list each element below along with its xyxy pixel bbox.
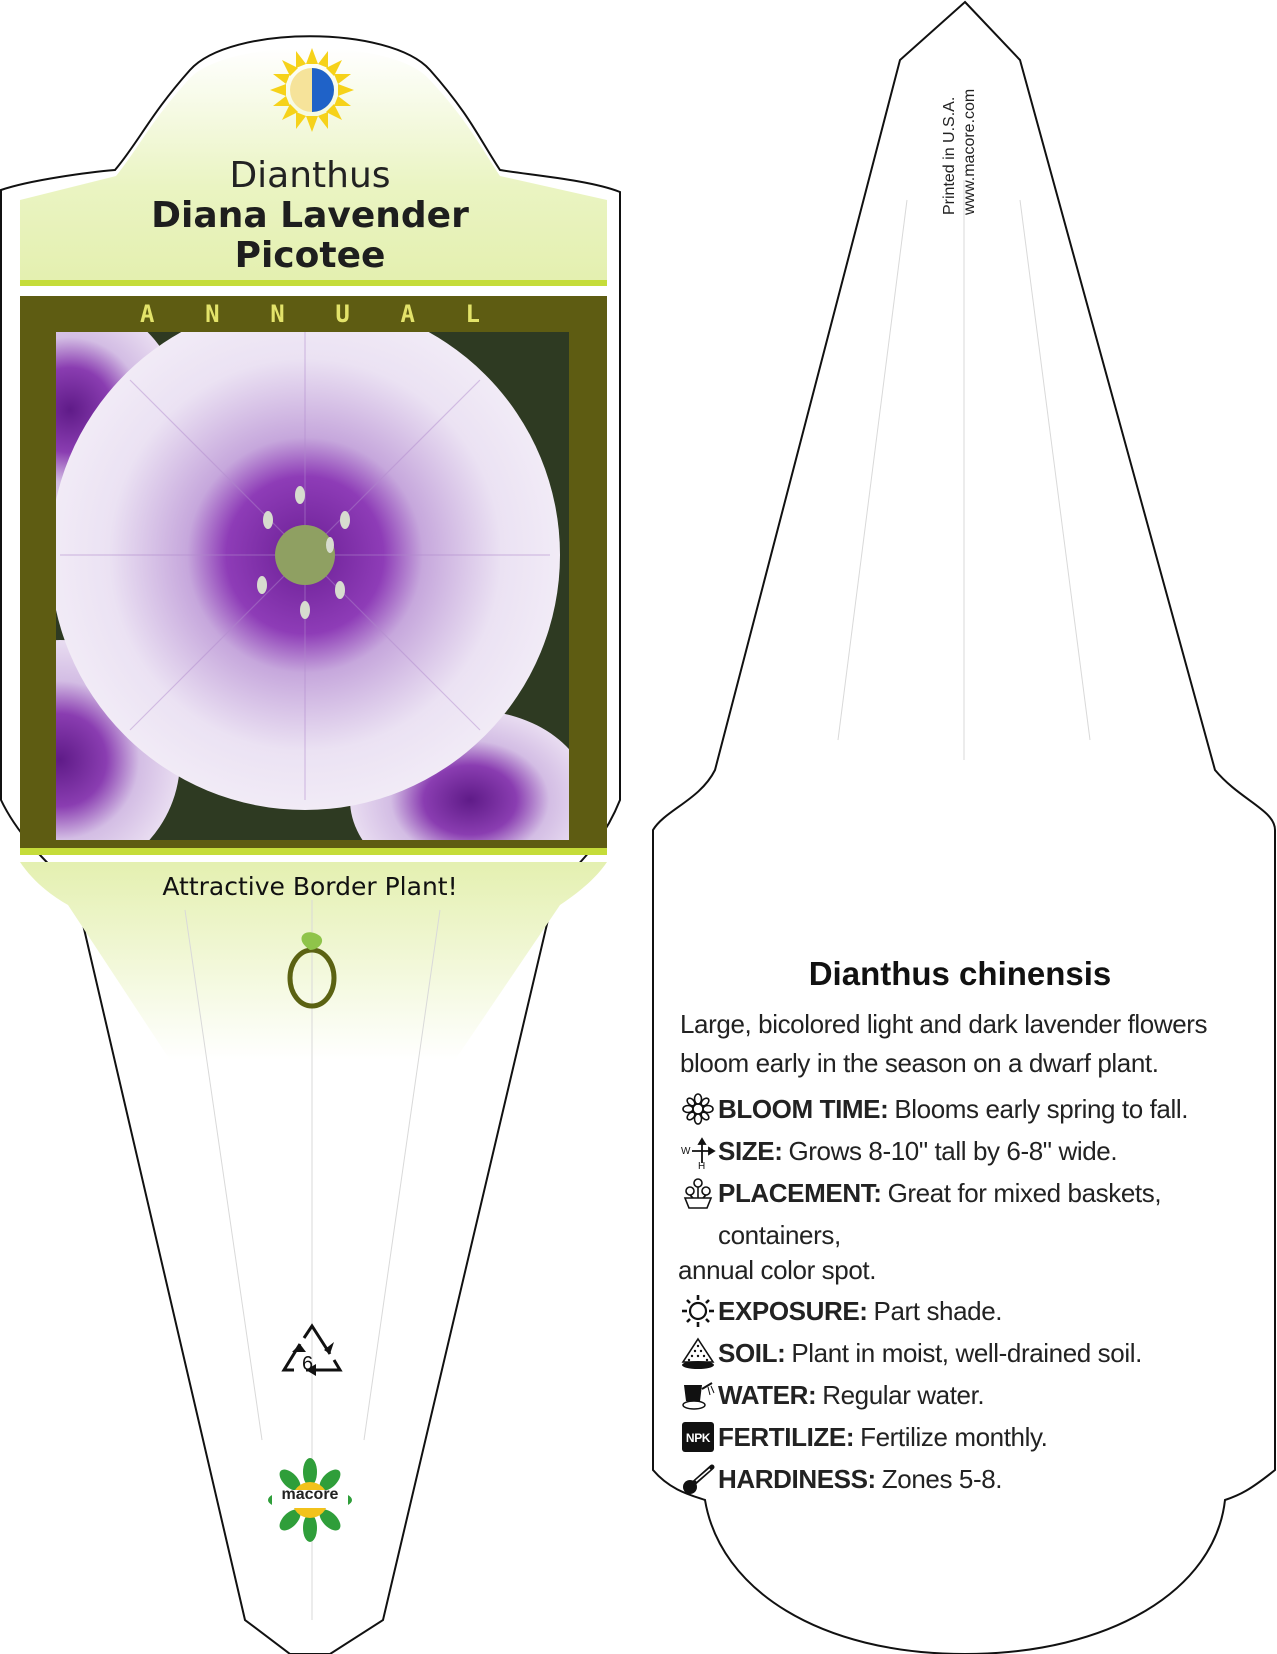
category-letter: A: [400, 300, 415, 328]
sun-outline-icon: [678, 1290, 718, 1332]
plant-genus: Dianthus: [229, 155, 391, 196]
printed-line-2: www.macore.com: [961, 88, 978, 215]
hardiness-row: [678, 1458, 1268, 1500]
care-info-list: [678, 1088, 1268, 1500]
attr-value: Plant in moist, well-drained soil.: [791, 1338, 1142, 1368]
variety-line-2: Picotee: [234, 235, 386, 276]
attr-label: SIZE:: [718, 1136, 783, 1166]
variety-line-1: Diana Lavender: [151, 195, 469, 236]
attr-value: Fertilize monthly.: [860, 1422, 1048, 1452]
watering-can-icon: [678, 1374, 718, 1416]
attr-value: Grows 8-10" tall by 6-8" wide.: [788, 1136, 1118, 1166]
placement-row: [678, 1172, 1268, 1256]
brand-name: macore: [281, 1486, 339, 1503]
plant-description: Large, bicolored light and dark lavender flowers bloom early in the season on a dwarf plant.: [680, 1009, 1208, 1078]
recycle-code: 6: [302, 1353, 314, 1375]
exposure-row: [678, 1290, 1268, 1332]
thermometer-icon: [678, 1458, 718, 1500]
category-letter: L: [465, 300, 480, 328]
fertilize-row: [678, 1416, 1268, 1458]
plant-variety: [60, 196, 560, 276]
attr-label: SOIL:: [718, 1338, 786, 1368]
flower-icon: [678, 1088, 718, 1130]
attr-label: BLOOM TIME:: [718, 1094, 889, 1124]
size-row: [678, 1130, 1268, 1172]
flower-photo: [0, 300, 590, 890]
attr-value: Part shade.: [873, 1296, 1003, 1326]
sun-partial-icon: [270, 48, 354, 132]
size-h-label: H: [698, 1161, 705, 1169]
npk-label: NPK: [685, 1431, 711, 1445]
attr-value: Regular water.: [822, 1380, 985, 1410]
attr-value: Blooms early spring to fall.: [894, 1094, 1189, 1124]
attr-label: PLACEMENT:: [718, 1178, 882, 1208]
bloom-time-row: [678, 1088, 1268, 1130]
soil-icon: [678, 1332, 718, 1374]
placement-continuation: annual color spot.: [678, 1255, 877, 1285]
npk-icon: [678, 1416, 718, 1458]
attr-label: WATER:: [718, 1380, 817, 1410]
tagline: Attractive Border Plant!: [162, 872, 458, 901]
size-w-label: W: [681, 1146, 691, 1157]
printed-line-1: Printed in U.S.A.: [941, 96, 958, 215]
category-label: [140, 300, 480, 328]
printed-info: [940, 50, 1000, 215]
category-letter: N: [205, 300, 220, 328]
attr-value: Zones 5-8.: [881, 1464, 1003, 1494]
attr-value: Great for mixed baskets, containers,: [718, 1178, 1162, 1250]
size-arrows-icon: [678, 1130, 718, 1172]
attr-label: FERTILIZE:: [718, 1422, 855, 1452]
soil-row: [678, 1332, 1268, 1374]
botanical-name: Dianthus chinensis: [808, 955, 1112, 992]
attr-label: HARDINESS:: [718, 1464, 876, 1494]
water-row: [678, 1374, 1268, 1416]
category-letter: N: [270, 300, 285, 328]
category-letter: A: [140, 300, 155, 328]
attr-label: EXPOSURE:: [718, 1296, 868, 1326]
category-letter: U: [335, 300, 350, 328]
placement-icon: [678, 1172, 718, 1214]
